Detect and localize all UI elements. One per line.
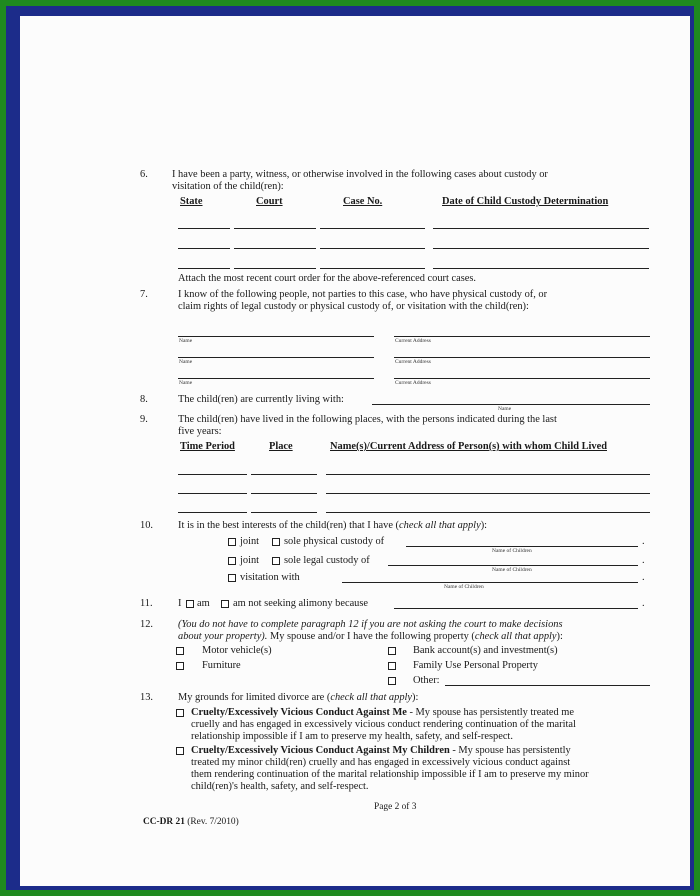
item-6-number: 6. <box>140 169 148 180</box>
joint-physical-checkbox[interactable] <box>228 538 236 546</box>
item-9-place-line-2[interactable] <box>251 493 317 494</box>
furniture-checkbox[interactable] <box>176 662 184 670</box>
sole-physical-checkbox[interactable] <box>272 538 280 546</box>
item-6-header-court: Court <box>256 196 283 207</box>
page-number: Page 2 of 3 <box>374 802 417 812</box>
alimony-am-checkbox[interactable] <box>186 600 194 608</box>
item-6-state-line-2[interactable] <box>178 248 230 249</box>
item-6-court-line-3[interactable] <box>234 268 316 269</box>
sole-legal-label: sole legal custody of <box>284 555 370 566</box>
item-7-address-line-2[interactable] <box>394 357 650 358</box>
item-9-header-time-period: Time Period <box>180 441 235 452</box>
item-7-number: 7. <box>140 289 148 300</box>
item-9-time-line-1[interactable] <box>178 474 247 475</box>
item-8-name-label: Name <box>498 406 512 412</box>
other-property-label: Other: <box>413 675 440 686</box>
legal-custody-children-label: Name of Children <box>492 567 532 573</box>
item-7-name-label-3: Name <box>179 380 193 386</box>
cruelty-against-children-line4: child(ren)'s health, safety, and self-respect. <box>191 781 369 792</box>
item-6-attach-note: Attach the most recent court order for the above-referenced court cases. <box>178 273 477 284</box>
item-11-i: I <box>178 598 182 609</box>
joint-legal-label: joint <box>240 555 260 566</box>
bank-account-label: Bank account(s) and investment(s) <box>413 645 558 656</box>
item-6-date-line-2[interactable] <box>433 248 649 249</box>
item-10-text: It is in the best interests of the child(ren) that I have (check all that apply): <box>178 520 488 531</box>
motor-vehicle-label: Motor vehicle(s) <box>202 645 272 656</box>
furniture-label: Furniture <box>202 660 241 671</box>
item-7-name-label-1: Name <box>179 338 193 344</box>
item-9-person-line-2[interactable] <box>326 493 650 494</box>
item-7-text-line1: I know of the following people, not parties to this case, who have physical custody of, or <box>178 289 548 300</box>
item-9-number: 9. <box>140 414 148 425</box>
item-9-header-place: Place <box>269 441 293 452</box>
joint-physical-label: joint <box>240 536 260 547</box>
other-property-line[interactable] <box>445 685 650 686</box>
item-9-place-line-3[interactable] <box>251 512 317 513</box>
alimony-reason-line[interactable] <box>394 608 638 609</box>
cruelty-against-me-line3: relationship impossible if I am to preserve my health, safety, and self-respect. <box>191 731 513 742</box>
item-6-state-line-1[interactable] <box>178 228 230 229</box>
image-border <box>6 6 694 890</box>
cruelty-against-children-line3: them rendering continuation of the marital relationship impossible if I am to preserve my minor <box>191 769 589 780</box>
item-6-caseno-line-1[interactable] <box>320 228 425 229</box>
item-9-text-line1: The child(ren) have lived in the following places, with the persons indicated during the last <box>178 414 557 425</box>
alimony-am-not-label: am not seeking alimony because <box>233 598 369 609</box>
alimony-am-label: am <box>197 598 210 609</box>
family-property-label: Family Use Personal Property <box>413 660 538 671</box>
item-12-italic-line1: (You do not have to complete paragraph 12 if you are not asking the court to make decisions <box>178 619 563 630</box>
cruelty-against-me-line2: cruelly and has engaged in excessively vicious conduct rendering continuation of the marital <box>191 719 576 730</box>
physical-custody-period: . <box>642 536 645 547</box>
item-7-address-line-1[interactable] <box>394 336 650 337</box>
item-7-address-label-3: Current Address <box>395 380 431 386</box>
item-9-time-line-2[interactable] <box>178 493 247 494</box>
item-8-number: 8. <box>140 394 148 405</box>
physical-custody-children-line[interactable] <box>406 546 638 547</box>
item-6-date-line-1[interactable] <box>433 228 649 229</box>
alimony-am-not-checkbox[interactable] <box>221 600 229 608</box>
legal-custody-children-line[interactable] <box>388 565 638 566</box>
item-7-text-line2: claim rights of legal custody or physical custody of, or visitation with the child(ren): <box>178 301 529 312</box>
item-7-address-line-3[interactable] <box>394 378 650 379</box>
item-13-number: 13. <box>140 692 153 703</box>
item-6-header-case-no: Case No. <box>343 196 383 207</box>
item-9-person-line-1[interactable] <box>326 474 650 475</box>
item-6-header-state: State <box>180 196 203 207</box>
other-property-checkbox[interactable] <box>388 677 396 685</box>
item-13-text: My grounds for limited divorce are (check all that apply): <box>178 692 419 703</box>
item-7-name-label-2: Name <box>179 359 193 365</box>
joint-legal-checkbox[interactable] <box>228 557 236 565</box>
item-10-number: 10. <box>140 520 153 531</box>
visitation-children-label: Name of Children <box>444 584 484 590</box>
item-6-caseno-line-2[interactable] <box>320 248 425 249</box>
item-9-person-line-3[interactable] <box>326 512 650 513</box>
item-6-header-date: Date of Child Custody Determination <box>442 196 609 207</box>
cruelty-against-me-line1: Cruelty/Excessively Vicious Conduct Against Me - My spouse has persistently treated me <box>191 707 574 718</box>
item-6-text-line2: visitation of the child(ren): <box>172 181 284 192</box>
item-8-name-line[interactable] <box>372 404 650 405</box>
alimony-period: . <box>642 598 645 609</box>
item-6-text-line1: I have been a party, witness, or otherwise involved in the following cases about custody or <box>172 169 548 180</box>
item-9-place-line-1[interactable] <box>251 474 317 475</box>
visitation-label: visitation with <box>240 572 300 583</box>
physical-custody-children-label: Name of Children <box>492 548 532 554</box>
motor-vehicle-checkbox[interactable] <box>176 647 184 655</box>
item-7-address-label-2: Current Address <box>395 359 431 365</box>
item-6-state-line-3[interactable] <box>178 268 230 269</box>
item-7-name-line-2[interactable] <box>178 357 374 358</box>
item-6-court-line-2[interactable] <box>234 248 316 249</box>
form-page <box>20 16 690 886</box>
form-id: CC-DR 21 (Rev. 7/2010) <box>143 817 239 827</box>
cruelty-against-children-line1: Cruelty/Excessively Vicious Conduct Against My Children - My spouse has persistently <box>191 745 571 756</box>
sole-physical-label: sole physical custody of <box>284 536 385 547</box>
family-property-checkbox[interactable] <box>388 662 396 670</box>
legal-custody-period: . <box>642 555 645 566</box>
item-9-text-line2: five years: <box>178 426 222 437</box>
item-6-date-line-3[interactable] <box>433 268 649 269</box>
item-6-caseno-line-3[interactable] <box>320 268 425 269</box>
item-7-address-label-1: Current Address <box>395 338 431 344</box>
item-7-name-line-1[interactable] <box>178 336 374 337</box>
item-9-header-names: Name(s)/Current Address of Person(s) with whom Child Lived <box>330 441 607 452</box>
item-7-name-line-3[interactable] <box>178 378 374 379</box>
cruelty-against-children-line2: treated my minor child(ren) cruelly and has engaged in excessively vicious conduct against <box>191 757 571 768</box>
cruelty-against-me-checkbox[interactable] <box>176 709 184 717</box>
item-9-time-line-3[interactable] <box>178 512 247 513</box>
cruelty-against-children-checkbox[interactable] <box>176 747 184 755</box>
sole-legal-checkbox[interactable] <box>272 557 280 565</box>
visitation-checkbox[interactable] <box>228 574 236 582</box>
item-12-line2: about your property). My spouse and/or I have the following property (check all that apply): <box>178 631 563 642</box>
visitation-period: . <box>642 572 645 583</box>
item-6-court-line-1[interactable] <box>234 228 316 229</box>
visitation-children-line[interactable] <box>342 582 638 583</box>
bank-account-checkbox[interactable] <box>388 647 396 655</box>
item-11-number: 11. <box>140 598 153 609</box>
item-8-text: The child(ren) are currently living with: <box>178 394 344 405</box>
item-12-number: 12. <box>140 619 153 630</box>
